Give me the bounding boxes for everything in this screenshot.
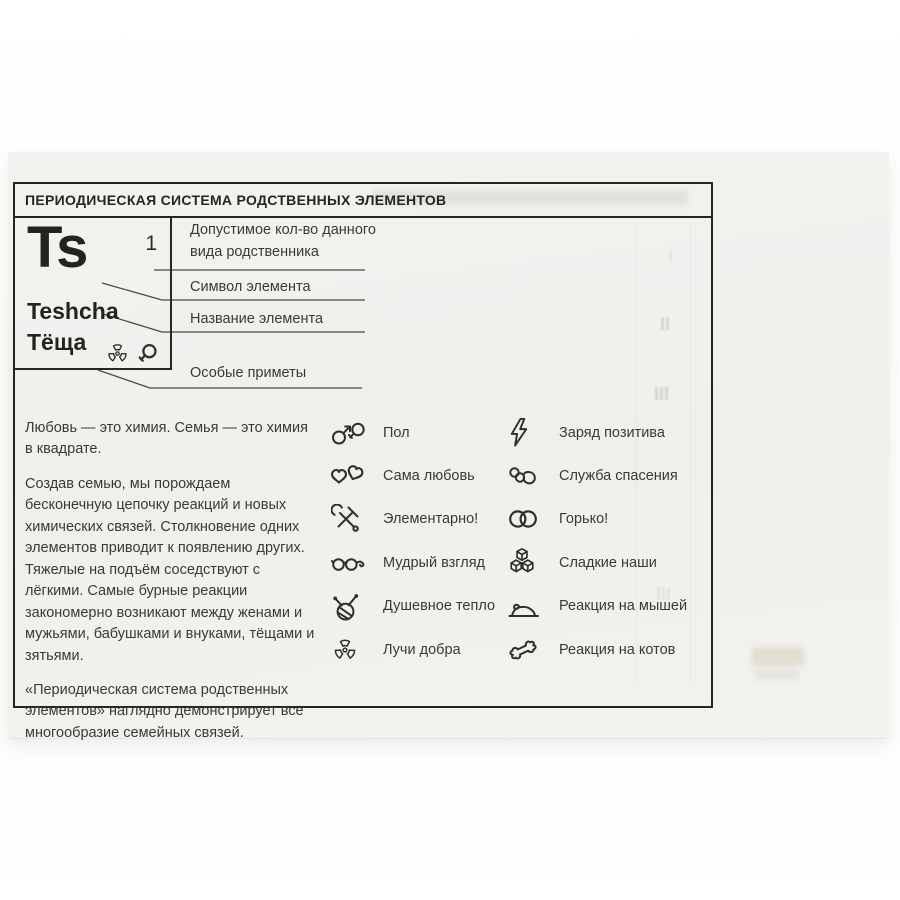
callout-name: Название элемента <box>190 311 324 327</box>
printed-card <box>8 152 889 741</box>
mouse-icon <box>507 593 541 620</box>
legend-label: Реакция на котов <box>559 641 676 658</box>
page-title: ПЕРИОДИЧЕСКАЯ СИСТЕМА РОДСТВЕННЫХ ЭЛЕМЕНТОВ <box>25 192 447 208</box>
yarn-icon <box>331 591 361 621</box>
sugar-icon <box>507 547 537 578</box>
element-name-latin: Teshcha <box>27 298 119 324</box>
lightning-icon <box>507 417 531 448</box>
title-band <box>15 184 711 218</box>
legend-label: Заряд позитива <box>559 424 665 441</box>
bone-icon <box>507 634 539 665</box>
callout-symbol: Символ элемента <box>190 279 311 295</box>
ghost-showthrough-numeral-3: III <box>654 384 670 404</box>
glasses-icon <box>331 553 365 572</box>
ghost-showthrough-numeral-2: II <box>660 314 671 334</box>
legend-label: Пол <box>383 424 410 441</box>
legend-label: Мудрый взгляд <box>383 554 486 571</box>
radiation-icon <box>105 341 130 366</box>
ghost-showthrough-numeral-1: I <box>668 246 673 265</box>
paragraph: Любовь — это химия. Семья — это химия в квадрате. <box>25 420 308 458</box>
icon-legend <box>331 411 687 671</box>
legend-label: Сама любовь <box>383 468 475 485</box>
element-count: 1 <box>145 232 157 255</box>
ghost-showthrough-stamp-2 <box>756 670 798 679</box>
legend-label: Реакция на мышей <box>559 598 688 615</box>
pacifier-icon <box>507 463 539 489</box>
ghost-showthrough-numeral-4: III <box>656 584 672 604</box>
element-card <box>15 215 172 370</box>
radiation-icon <box>331 636 359 664</box>
legend-label: Сладкие наши <box>559 554 657 571</box>
mars-venus-icon <box>331 420 365 446</box>
paragraph: «Периодическая система родственных элементов» наглядно демонстрирует все многообразие семейных связей. <box>25 681 304 741</box>
legend-label: Элементарно! <box>383 511 479 528</box>
callout-special-marks: Особые приметы <box>190 365 307 381</box>
callout-count: Допустимое кол-во данного вида родственника <box>190 222 376 260</box>
legend-label: Горько! <box>559 511 609 528</box>
card-frame <box>13 182 713 741</box>
legend-label: Душевное тепло <box>383 598 496 615</box>
element-symbol: Ts <box>27 215 87 280</box>
female-icon <box>135 343 158 366</box>
element-special-marks <box>105 341 158 366</box>
body-copy <box>25 418 319 757</box>
element-name-ru: Тёща <box>27 329 87 355</box>
legend-label: Служба спасения <box>559 468 678 485</box>
rings-icon <box>507 508 539 530</box>
paragraph: Создав семью, мы порождаем бесконечную цепочку реакций и новых химических связей. Столкновение одних элементов приводит к появлению других. Тяжелые на подъём соседствуют с лёгкими. Самые бурные реакции закономерно возникают между женами и мужьями, бабушками и внуками, тёщами и зятьями. <box>25 475 315 664</box>
legend-label: Лучи добра <box>383 641 461 658</box>
hearts-icon <box>331 464 365 488</box>
tools-icon <box>331 504 361 534</box>
ghost-showthrough-stamp <box>752 648 804 666</box>
